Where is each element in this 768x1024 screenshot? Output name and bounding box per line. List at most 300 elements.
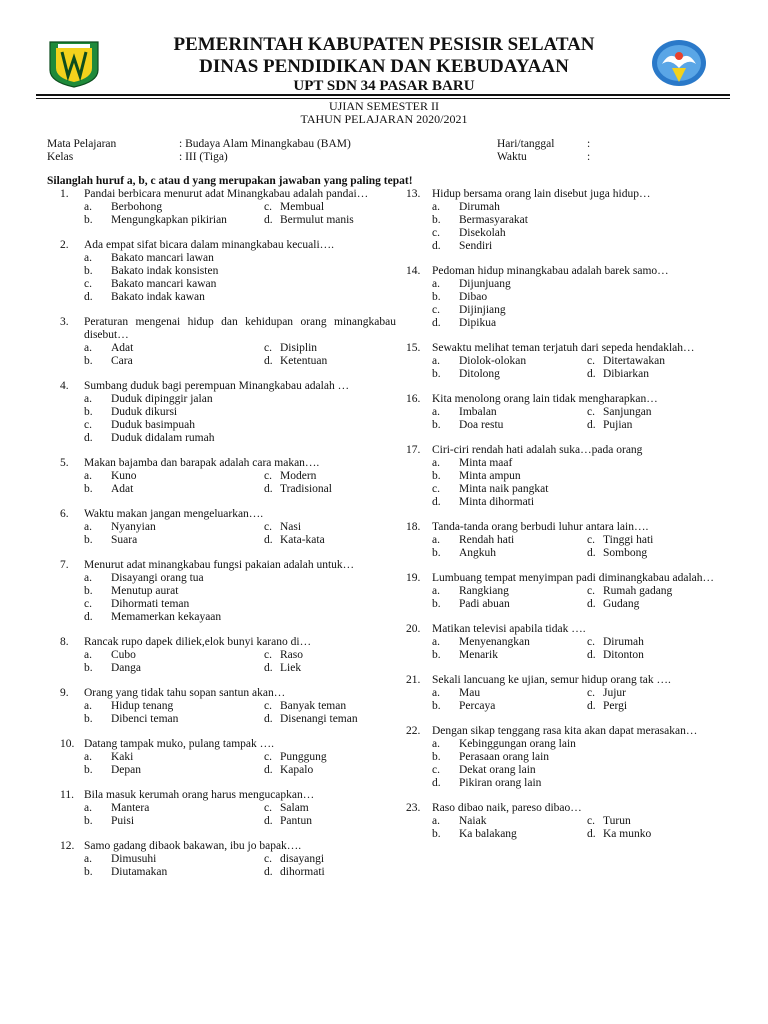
- department-title: DINAS PENDIDIKAN DAN KEBUDAYAAN: [199, 56, 569, 77]
- question-number: 17.: [406, 444, 421, 456]
- answer-option: [432, 457, 512, 470]
- answer-option: [84, 470, 137, 483]
- option-text: Padi abuan: [459, 598, 510, 610]
- option-text: Diolok-olokan: [459, 355, 527, 367]
- option-text: Mantera: [111, 802, 150, 814]
- option-letter: a.: [84, 393, 92, 405]
- question-item: [406, 265, 722, 330]
- answer-option: [84, 342, 133, 355]
- answer-row: [432, 406, 722, 419]
- answer-row: [432, 828, 722, 841]
- option-letter: c.: [264, 649, 272, 661]
- option-text: Memamerkan kekayaan: [111, 611, 222, 623]
- option-text: Pergi: [603, 700, 628, 712]
- option-text: Dibiarkan: [603, 368, 649, 380]
- answer-option: [264, 201, 324, 214]
- answer-row: [84, 764, 396, 777]
- question-number: 16.: [406, 393, 421, 405]
- answer-option: [587, 649, 644, 662]
- option-text: Puisi: [111, 815, 135, 827]
- answer-option: [432, 496, 534, 509]
- option-text: Depan: [111, 764, 142, 776]
- option-text: Duduk dipinggir jalan: [111, 393, 213, 405]
- option-text: Bakato indak konsisten: [111, 265, 219, 277]
- question-number: 2.: [60, 239, 69, 251]
- option-letter: d.: [587, 419, 596, 431]
- option-text: Mau: [459, 687, 481, 699]
- option-text: Modern: [280, 470, 317, 482]
- option-letter: c.: [432, 227, 440, 239]
- answer-row: [84, 393, 396, 406]
- answer-options: [410, 355, 722, 381]
- option-letter: b.: [432, 700, 441, 712]
- option-letter: c.: [84, 278, 92, 290]
- question-text: Waktu makan jangan mengeluarkan….: [84, 508, 264, 520]
- option-letter: b.: [432, 751, 441, 763]
- option-text: Dimusuhi: [111, 853, 157, 865]
- answer-row: [84, 572, 396, 585]
- questions-left-column: [62, 188, 396, 891]
- option-letter: d.: [264, 483, 273, 495]
- question-item: [62, 738, 396, 777]
- option-text: Ditolong: [459, 368, 500, 380]
- option-text: Diutamakan: [111, 866, 168, 878]
- question-number: 15.: [406, 342, 421, 354]
- question-text: Raso dibao naik, pareso dibao…: [432, 802, 582, 814]
- answer-option: [84, 751, 133, 764]
- answer-row: [432, 457, 722, 470]
- option-text: Rangkiang: [459, 585, 509, 597]
- option-text: Sendiri: [459, 240, 493, 252]
- answer-row: [432, 227, 722, 240]
- option-text: Pujian: [603, 419, 633, 431]
- option-letter: b.: [84, 866, 93, 878]
- answer-option: [84, 265, 218, 278]
- option-letter: a.: [432, 278, 440, 290]
- option-text: Berbohong: [111, 201, 163, 213]
- answer-options: [410, 636, 722, 662]
- question-item: [406, 444, 722, 509]
- answer-option: [264, 470, 316, 483]
- option-text: Nasi: [280, 521, 302, 533]
- option-text: Ka munko: [603, 828, 652, 840]
- option-letter: b.: [432, 470, 441, 482]
- answer-option: [587, 828, 651, 841]
- option-text: Sanjungan: [603, 406, 652, 418]
- answer-option: [432, 751, 549, 764]
- option-text: Kata-kata: [280, 534, 325, 546]
- answer-row: [84, 649, 396, 662]
- option-text: Perasaan orang lain: [459, 751, 550, 763]
- answer-option: [432, 470, 521, 483]
- question-text: Menurut adat minangkabau fungsi pakaian adalah untuk…: [84, 559, 355, 571]
- answer-row: [84, 483, 396, 496]
- answer-row: [432, 240, 722, 253]
- option-letter: c.: [432, 764, 440, 776]
- answer-row: [84, 342, 396, 355]
- option-letter: c.: [587, 355, 595, 367]
- option-letter: b.: [84, 585, 93, 597]
- answer-row: [84, 470, 396, 483]
- question-number: 12.: [60, 840, 75, 852]
- answer-option: [432, 738, 576, 751]
- answer-option: [264, 649, 303, 662]
- option-letter: a.: [84, 521, 92, 533]
- answer-option: [84, 700, 173, 713]
- option-text: Raso: [280, 649, 303, 661]
- answer-option: [84, 585, 178, 598]
- answer-option: [432, 368, 500, 381]
- question-item: [406, 725, 722, 790]
- question-text: Hidup bersama orang lain disebut juga hidup…: [432, 188, 651, 200]
- option-text: Bakato indak kawan: [111, 291, 205, 303]
- answer-options: [410, 585, 722, 611]
- option-letter: c.: [264, 470, 272, 482]
- option-text: Salam: [280, 802, 309, 814]
- option-letter: a.: [84, 853, 92, 865]
- answer-row: [84, 713, 396, 726]
- answer-options: [410, 815, 722, 841]
- answer-option: [432, 649, 498, 662]
- question-text: Matikan televisi apabila tidak ….: [432, 623, 586, 635]
- question-item: [62, 316, 396, 368]
- option-letter: a.: [84, 649, 92, 661]
- option-text: Danga: [111, 662, 142, 674]
- option-text: Kebinggungan orang lain: [459, 738, 576, 750]
- option-letter: a.: [84, 572, 92, 584]
- option-text: Pikiran orang lain: [459, 777, 542, 789]
- option-letter: d.: [587, 649, 596, 661]
- answer-option: [84, 802, 149, 815]
- answer-row: [84, 355, 396, 368]
- question-number: 6.: [60, 508, 69, 520]
- answer-option: [264, 802, 309, 815]
- answer-row: [432, 751, 722, 764]
- option-letter: d.: [264, 815, 273, 827]
- answer-row: [84, 432, 396, 445]
- answer-option: [432, 419, 503, 432]
- option-text: Hidup tenang: [111, 700, 174, 712]
- answer-row: [432, 214, 722, 227]
- option-letter: a.: [432, 355, 440, 367]
- question-item: [62, 840, 396, 879]
- question-item: [62, 380, 396, 445]
- option-letter: d.: [587, 598, 596, 610]
- answer-option: [84, 649, 136, 662]
- question-text: Pandai berbicara menurut adat Minangkabau adalah pandai…: [84, 188, 369, 200]
- answer-row: [84, 662, 396, 675]
- question-item: [62, 789, 396, 828]
- question-item: [62, 687, 396, 726]
- option-letter: b.: [432, 828, 441, 840]
- option-letter: a.: [432, 687, 440, 699]
- answer-row: [432, 598, 722, 611]
- answer-option: [84, 611, 221, 624]
- answer-option: [587, 534, 653, 547]
- option-letter: a.: [84, 342, 92, 354]
- answer-row: [84, 585, 396, 598]
- option-text: Ketentuan: [280, 355, 328, 367]
- answer-option: [432, 278, 511, 291]
- option-letter: d.: [264, 534, 273, 546]
- option-letter: b.: [84, 355, 93, 367]
- answer-option: [84, 483, 133, 496]
- answer-option: [432, 700, 495, 713]
- option-letter: b.: [84, 214, 93, 226]
- answer-row: [84, 252, 396, 265]
- option-text: Cara: [111, 355, 133, 367]
- question-item: [406, 188, 722, 253]
- option-letter: b.: [432, 419, 441, 431]
- question-text: Bila masuk kerumah orang harus mengucapkan…: [84, 789, 315, 801]
- answer-row: [432, 585, 722, 598]
- option-letter: c.: [587, 815, 595, 827]
- answer-row: [432, 777, 722, 790]
- answer-option: [432, 483, 548, 496]
- option-text: Kaki: [111, 751, 134, 763]
- answer-option: [84, 713, 178, 726]
- option-text: Membual: [280, 201, 325, 213]
- option-text: Dirumah: [603, 636, 644, 648]
- question-item: [62, 457, 396, 496]
- option-letter: d.: [264, 662, 273, 674]
- option-text: Jujur: [603, 687, 626, 699]
- answer-option: [264, 662, 301, 675]
- option-text: Gudang: [603, 598, 640, 610]
- answer-option: [432, 304, 506, 317]
- option-text: Rendah hati: [459, 534, 515, 546]
- question-item: [406, 623, 722, 662]
- subject-label: Mata Pelajaran: [47, 138, 117, 150]
- option-text: Ditonton: [603, 649, 644, 661]
- option-text: dihormati: [280, 866, 325, 878]
- option-letter: c.: [264, 853, 272, 865]
- answer-option: [587, 419, 632, 432]
- option-letter: a.: [432, 738, 440, 750]
- exam-title: UJIAN SEMESTER II: [329, 99, 439, 113]
- answer-row: [84, 866, 396, 879]
- answer-row: [432, 419, 722, 432]
- option-text: Minta naik pangkat: [459, 483, 549, 495]
- answer-option: [264, 355, 327, 368]
- question-number: 23.: [406, 802, 421, 814]
- question-text: Sewaktu melihat teman terjatuh dari sepeda hendaklah…: [432, 342, 695, 354]
- question-number: 14.: [406, 265, 421, 277]
- answer-options: [410, 201, 722, 253]
- option-text: Dijinjiang: [459, 304, 506, 316]
- option-text: Tinggi hati: [603, 534, 654, 546]
- answer-row: [84, 534, 396, 547]
- answer-option: [84, 278, 216, 291]
- answer-row: [84, 214, 396, 227]
- option-text: Mengungkapkan pikirian: [111, 214, 227, 226]
- option-letter: a.: [84, 470, 92, 482]
- question-text: Orang yang tidak tahu sopan santun akan…: [84, 687, 286, 699]
- answer-option: [432, 406, 497, 419]
- answer-option: [84, 419, 195, 432]
- answer-option: [432, 214, 528, 227]
- answer-option: [587, 598, 639, 611]
- answer-options: [62, 572, 396, 624]
- answer-option: [432, 636, 530, 649]
- option-text: Dijunjuang: [459, 278, 511, 290]
- subject-value: : Budaya Alam Minangkabau (BAM): [179, 138, 351, 150]
- answer-option: [587, 815, 631, 828]
- answer-option: [264, 866, 325, 879]
- option-text: Liek: [280, 662, 302, 674]
- option-text: Duduk dikursi: [111, 406, 178, 418]
- school-title: UPT SDN 34 PASAR BARU: [293, 78, 475, 94]
- option-letter: d.: [587, 368, 596, 380]
- option-letter: a.: [84, 252, 92, 264]
- option-letter: a.: [84, 751, 92, 763]
- option-text: Kapalo: [280, 764, 314, 776]
- answer-row: [432, 700, 722, 713]
- option-letter: c.: [84, 419, 92, 431]
- question-item: [62, 559, 396, 624]
- time-value: :: [587, 151, 591, 163]
- answer-option: [432, 687, 480, 700]
- time-label: Waktu: [497, 151, 527, 163]
- answer-row: [432, 547, 722, 560]
- question-number: 8.: [60, 636, 69, 648]
- answer-option: [432, 547, 496, 560]
- option-text: Bermulut manis: [280, 214, 354, 226]
- question-item: [62, 636, 396, 675]
- class-value: : III (Tiga): [179, 151, 228, 163]
- answer-option: [264, 751, 327, 764]
- question-item: [62, 239, 396, 304]
- question-item: [406, 521, 722, 560]
- option-text: Bakato mancari lawan: [111, 252, 214, 264]
- answer-row: [432, 815, 722, 828]
- answer-row: [84, 815, 396, 828]
- answer-options: [410, 278, 722, 330]
- question-number: 5.: [60, 457, 69, 469]
- answer-row: [432, 636, 722, 649]
- option-letter: c.: [264, 802, 272, 814]
- option-letter: c.: [587, 585, 595, 597]
- option-letter: c.: [587, 534, 595, 546]
- question-text: Datang tampak muko, pulang tampak ….: [84, 738, 275, 750]
- option-letter: a.: [432, 815, 440, 827]
- question-number: 21.: [406, 674, 421, 686]
- day-label: Hari/tanggal: [497, 138, 555, 150]
- option-text: Naiak: [459, 815, 487, 827]
- answer-option: [432, 815, 486, 828]
- answer-option: [84, 866, 167, 879]
- exam-heading: [0, 100, 768, 126]
- answer-options: [62, 700, 396, 726]
- answer-options: [62, 252, 396, 304]
- answer-row: [432, 687, 722, 700]
- option-text: Minta maaf: [459, 457, 513, 469]
- answer-row: [84, 611, 396, 624]
- question-text: Lumbuang tempat menyimpan padi diminangkabau adalah…: [432, 572, 714, 584]
- answer-option: [84, 598, 189, 611]
- answer-option: [264, 815, 312, 828]
- question-item: [406, 342, 722, 381]
- option-text: Dibao: [459, 291, 488, 303]
- answer-row: [432, 496, 722, 509]
- option-letter: c.: [432, 304, 440, 316]
- option-text: Adat: [111, 342, 134, 354]
- answer-option: [84, 252, 214, 265]
- answer-option: [587, 585, 672, 598]
- option-letter: c.: [587, 687, 595, 699]
- option-text: Cubo: [111, 649, 136, 661]
- question-item: [406, 802, 722, 841]
- answer-row: [84, 700, 396, 713]
- questions-right-column: [406, 188, 722, 853]
- option-letter: d.: [264, 355, 273, 367]
- answer-options: [410, 406, 722, 432]
- option-text: Bakato mancari kawan: [111, 278, 217, 290]
- answer-row: [432, 355, 722, 368]
- answer-option: [264, 483, 332, 496]
- option-letter: c.: [432, 483, 440, 495]
- answer-option: [84, 432, 214, 445]
- option-text: Punggung: [280, 751, 327, 763]
- header-rule-thick: [36, 94, 730, 96]
- answer-option: [84, 853, 156, 866]
- option-text: Disayangi orang tua: [111, 572, 204, 584]
- answer-option: [587, 700, 627, 713]
- option-text: Ditertawakan: [603, 355, 665, 367]
- answer-row: [84, 751, 396, 764]
- option-letter: a.: [432, 534, 440, 546]
- option-letter: d.: [587, 547, 596, 559]
- option-text: Dihormati teman: [111, 598, 190, 610]
- answer-option: [264, 534, 325, 547]
- option-letter: b.: [84, 265, 93, 277]
- answer-options: [62, 649, 396, 675]
- answer-row: [432, 483, 722, 496]
- question-text: Tanda-tanda orang berbudi luhur antara lain….: [432, 521, 649, 533]
- option-text: Nyanyian: [111, 521, 156, 533]
- option-text: Bermasyarakat: [459, 214, 528, 226]
- option-letter: c.: [264, 342, 272, 354]
- letterhead: [0, 34, 768, 95]
- option-letter: c.: [84, 598, 92, 610]
- option-text: Disekolah: [459, 227, 506, 239]
- question-number: 11.: [60, 789, 74, 801]
- option-letter: b.: [432, 368, 441, 380]
- option-letter: b.: [84, 534, 93, 546]
- answer-option: [264, 713, 358, 726]
- info-left: [47, 138, 351, 164]
- answer-option: [432, 777, 541, 790]
- answer-row: [84, 598, 396, 611]
- question-number: 20.: [406, 623, 421, 635]
- option-letter: b.: [432, 547, 441, 559]
- question-text: Pedoman hidup minangkabau adalah barek samo…: [432, 265, 669, 277]
- answer-options: [62, 751, 396, 777]
- answer-row: [84, 278, 396, 291]
- option-letter: d.: [264, 713, 273, 725]
- answer-option: [432, 534, 514, 547]
- question-item: [406, 674, 722, 713]
- option-text: Disiplin: [280, 342, 318, 354]
- answer-row: [432, 201, 722, 214]
- answer-option: [264, 214, 354, 227]
- option-text: Banyak teman: [280, 700, 347, 712]
- answer-row: [432, 764, 722, 777]
- answer-option: [432, 201, 500, 214]
- option-letter: d.: [432, 317, 441, 329]
- option-text: Ka balakang: [459, 828, 517, 840]
- answer-options: [410, 738, 722, 790]
